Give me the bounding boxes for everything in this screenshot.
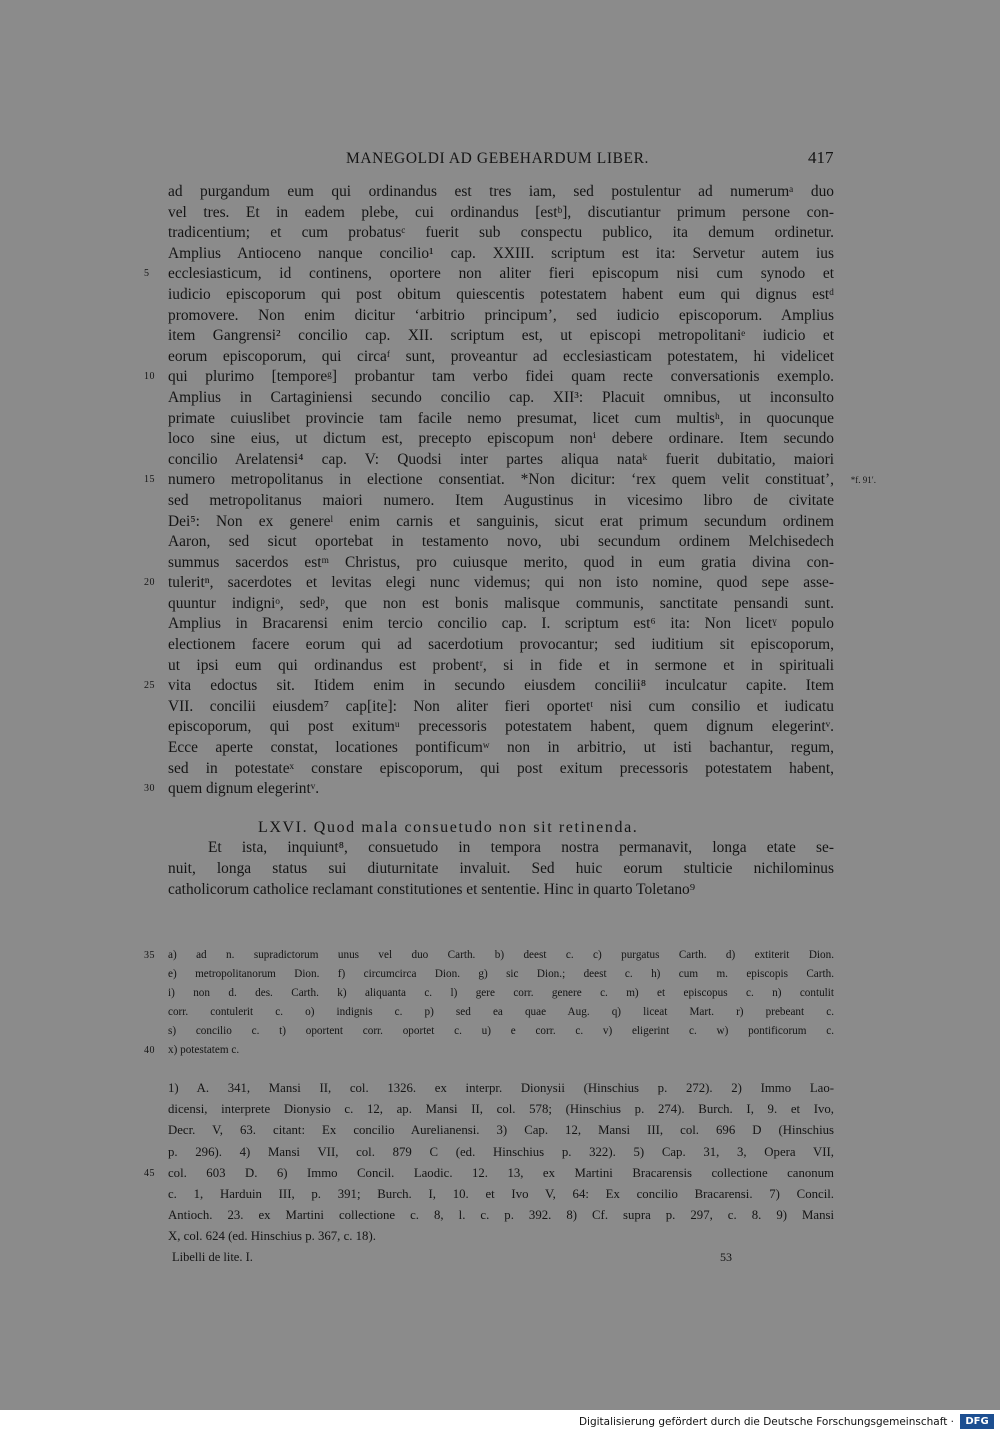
- text-line: [168, 203, 834, 224]
- line-text: numero metropolitanus in electione consentiat. *Non dicitur: ‘rex quem velit constituat’,: [168, 471, 834, 489]
- text-line: [168, 306, 834, 327]
- footnote-line: [144, 1163, 834, 1184]
- line-text: quuntur indigniᵒ, sedᵖ, que non est bonis malisque communis, sanctitate pensandi sunt.: [168, 594, 834, 612]
- line-text: vita edoctus sit. Itidem enim in secundo eiusdem concilii⁸ inculcatur capite. Item: [168, 677, 834, 695]
- line-text: Amplius in Bracarensi enim tercio concilio cap. I. scriptum est⁶ ita: Non licetˠ populo: [168, 615, 834, 633]
- line-text: VII. concilii eiusdem⁷ cap[ite]: Non aliter fieri oportetᵗ nisi cum consilio et iudicatu: [168, 697, 834, 715]
- text-line: [168, 491, 834, 512]
- footnote-line: [168, 1205, 834, 1226]
- footnote-line: [168, 1078, 834, 1099]
- text-line: [168, 759, 834, 780]
- line-text: promovere. Non enim dicitur ‘arbitrio principum’, sed iudicio episcoporum. Amplius: [168, 306, 834, 324]
- line-text: vel tres. Et in eadem plebe, cui ordinandus [estᵇ], discutiantur primum persone con-: [168, 203, 834, 221]
- line-text: loco sine eius, ut dictum est, precepto episcopum nonⁱ debere ordinare. Item secundo: [168, 430, 834, 448]
- footnote-line: [168, 1099, 834, 1120]
- line-number: 30: [144, 783, 155, 795]
- text-line: [144, 367, 834, 388]
- line-text: x) potestatem c.: [168, 1044, 240, 1056]
- line-text: Ecce aperte constat, locationes pontificumʷ non in arbitrio, ut isti bachantur, regum,: [168, 739, 834, 757]
- text-line: [144, 470, 876, 491]
- line-number: 35: [144, 950, 155, 961]
- text-line: [168, 182, 834, 203]
- line-text: p. 296). 4) Mansi VII, col. 879 C (ed. Hinschius p. 322). 5) Cap. 31, 3, Opera VII,: [168, 1144, 834, 1159]
- line-text: Et ista, inquiunt⁸, consuetudo in tempora nostra permanavit, longa etate se-: [208, 839, 834, 857]
- text-line: [168, 614, 834, 635]
- text-line: [168, 285, 834, 306]
- source-footnotes: [144, 1078, 834, 1248]
- text-line: [168, 347, 834, 368]
- line-text: tradicentium; et cum probatusᶜ fuerit sub conspectu publico, ita demum ordinetur.: [168, 224, 834, 242]
- text-line: [168, 326, 834, 347]
- text-line: [168, 409, 834, 430]
- running-title: MANEGOLDI AD GEBEHARDUM LIBER.: [346, 150, 650, 167]
- text-line: [168, 656, 834, 677]
- note-line: [168, 965, 834, 984]
- note-line: [168, 1022, 834, 1041]
- page-number: 417: [808, 148, 834, 167]
- text-line: [168, 838, 834, 859]
- text-line: [168, 717, 834, 738]
- line-text: Decr. V, 63. citant: Ex concilio Aurelianensi. 3) Cap. 12, Mansi III, col. 696 D (Hinschius: [168, 1123, 834, 1138]
- chapter-spacer: [168, 800, 834, 818]
- line-text: a) ad n. supradictorum unus vel duo Carth. b) deest c. c) purgatus Carth. d) extiterit Dion.: [168, 949, 834, 961]
- line-text: corr. contulerit c. o) indignis c. p) sed ea quae Aug. q) liceat Mart. r) prebeant c.: [168, 1006, 834, 1018]
- line-number: 40: [144, 1045, 155, 1056]
- text-line: [168, 450, 834, 471]
- text-line: [168, 697, 834, 718]
- line-number: 15: [144, 474, 155, 486]
- line-text: nuit, longa status sui diuturnitate invaluit. Sed huic eorum stulticie nichilominus: [168, 860, 834, 877]
- sheet-number: 53: [720, 1250, 732, 1264]
- text-line: [168, 429, 834, 450]
- text-line: [168, 223, 834, 244]
- line-text: item Gangrensi² concilio cap. XII. scriptum est, ut episcopi metropolitaniᵉ iudicio et: [168, 327, 834, 345]
- line-text: dicensi, interprete Dionysio c. 12, ap. Mansi II, col. 578; (Hinschius p. 274). Burch. I, 9. et Ivo,: [168, 1102, 834, 1117]
- line-text: Amplius Antioceno nanque concilio¹ cap. XXIII. scriptum est ita: Servetur autem ius: [168, 244, 834, 262]
- dfg-logo[interactable]: DFG: [960, 1414, 994, 1429]
- line-number: 20: [144, 577, 155, 589]
- line-text: primate cuiuslibet provincie tam facile nemo presumat, licet cum multisʰ, in quocunque: [168, 409, 834, 427]
- footnote-line: [168, 1184, 834, 1205]
- note-line: [144, 946, 834, 965]
- text-line: [168, 244, 834, 265]
- chapter-heading: LXVI. Quod mala consuetudo non sit retinenda.: [258, 818, 639, 836]
- line-text: X, col. 624 (ed. Hinschius p. 367, c. 18).: [168, 1229, 376, 1244]
- footnote-line: [168, 1142, 834, 1163]
- line-text: eorum episcoporum, qui circaᶠ sunt, proveantur ad ecclesiasticam potestatem, hi videlicet: [168, 347, 834, 365]
- line-text: ut ipsi eum qui ordinandus est probentʳ, si in fide et in sermone et in spirituali: [168, 656, 834, 674]
- line-text: Antioch. 23. ex Martini collectione c. 8, l. c. p. 392. 8) Cf. supra p. 297, c. 8. 9) Mansi: [168, 1208, 834, 1223]
- text-line: [144, 573, 834, 594]
- line-text: Dei⁵: Non ex genereˡ enim carnis et sanguinis, sicut erat primum secundum ordinem: [168, 512, 834, 530]
- main-text: [144, 182, 876, 900]
- line-number: 10: [144, 371, 155, 383]
- line-text: sed in potestateˣ constare episcoporum, qui post exitum precessoris potestatem habent,: [168, 759, 834, 777]
- line-text: i) non d. des. Carth. k) aliquanta c. l) gere corr. genere c. m) et episcopus c. n) contulit: [168, 987, 834, 999]
- line-text: col. 603 D. 6) Immo Concil. Laodic. 12. 13, ex Martini Bracarensis collectione canonum: [168, 1165, 834, 1180]
- line-text: Amplius in Cartaginiensi secundo concilio cap. XII³: Placuit omnibus, ut inconsulto: [168, 388, 834, 406]
- text-line: [144, 779, 834, 800]
- margin-folio-note: *f. 91′.: [850, 475, 876, 486]
- text-line: [168, 512, 834, 533]
- note-line: [168, 1003, 834, 1022]
- line-text: ecclesiasticum, id continens, oportere non aliter fieri episcopum nisi cum synodo et: [168, 265, 834, 283]
- line-text: catholicorum catholice reclamant constitutiones et sententie. Hinc in quarto Toletano⁹: [168, 880, 696, 898]
- line-text: ad purgandum eum qui ordinandus est tres iam, sed postulentur ad numerumᵃ duo: [168, 183, 834, 200]
- footnote-line: [168, 1120, 834, 1141]
- footnote-line: [168, 1226, 834, 1247]
- line-number: 25: [144, 680, 155, 692]
- note-line: [168, 984, 834, 1003]
- text-line: [144, 676, 834, 697]
- note-line: [144, 1041, 834, 1060]
- text-line: [168, 388, 834, 409]
- line-text: quem dignum elegerintᵛ.: [168, 780, 320, 798]
- line-text: Aaron, sed sicut oportebat in testamento novo, ubi secundum ordinem Melchisedech: [168, 533, 834, 551]
- line-text: iudicio episcoporum qui post obitum quiescentis potestatem habent eum qui dignus estᵈ: [168, 285, 834, 303]
- text-line: [168, 553, 834, 574]
- line-text: sed metropolitanus maiori numero. Item Augustinus in vicesimo libro de civitate: [168, 491, 834, 509]
- line-text: concilio Arelatensi⁴ cap. V: Quodsi inter partes aliqua nataᵏ fuerit dubitatio, maiori: [168, 450, 834, 468]
- line-text: tuleritⁿ, sacerdotes et levitas elegi nunc videmus; qui non isto nomine, quod sepe asse-: [168, 574, 834, 592]
- line-number: 45: [144, 1167, 155, 1179]
- text-line: [168, 594, 834, 615]
- line-text: electionem facere eorum qui ad sacerdotium provocantur; sed iuditium sit episcoporum,: [168, 636, 834, 654]
- funding-credit: Digitalisierung gefördert durch die Deutsche Forschungsgemeinschaft ·: [578, 1416, 954, 1428]
- line-text: e) metropolitanorum Dion. f) circumcirca Dion. g) sic Dion.; deest c. h) cum m. episcopis Carth.: [168, 968, 834, 980]
- text-line: [168, 880, 834, 901]
- text-line: [168, 859, 834, 880]
- line-text: s) concilio c. t) oportent corr. oportet c. u) e corr. c. v) eligerint c. w) pontificorum c.: [168, 1025, 834, 1037]
- text-line: [168, 738, 834, 759]
- line-text: qui plurimo [temporeᵍ] probantur tam verbo fidei quam recte conversationis exemplo.: [168, 368, 834, 386]
- line-text: 1) A. 341, Mansi II, col. 1326. ex interpr. Dionysii (Hinschius p. 272). 2) Immo Lao-: [168, 1081, 834, 1095]
- line-text: summus sacerdos estᵐ Christus, pro cuiusque merito, quod in eum gratia divina con-: [168, 553, 834, 571]
- text-line: [168, 532, 834, 553]
- sheet-signature: Libelli de lite. I.: [172, 1250, 253, 1264]
- line-text: episcoporum, qui post exitumᵘ precessoris potestatem habent, quem dignum elegerintᵛ.: [168, 718, 834, 736]
- line-text: c. 1, Harduin III, p. 391; Burch. I, 10. et Ivo V, 64: Ex concilio Bracarensi. 7) Concil.: [168, 1186, 834, 1201]
- variant-apparatus: [144, 946, 834, 1060]
- text-line: [168, 635, 834, 656]
- line-number: 5: [144, 268, 150, 280]
- text-line: [144, 264, 834, 285]
